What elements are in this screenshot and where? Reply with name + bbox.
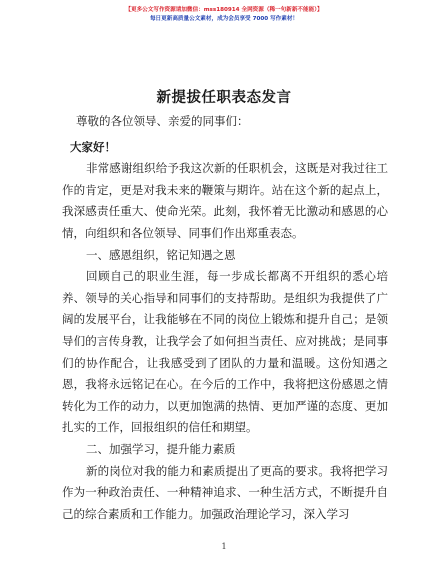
document-title: 新提拔任职表态发言 — [156, 89, 292, 106]
greeting: 大家好！ — [70, 139, 116, 154]
document-body — [62, 111, 388, 525]
paragraph-section-1: 回顾自己的职业生涯，每一步成长都离不开组织的悉心培养、领导的关心指导和同事们的支持帮助。是组织为我提供了广阔的发展平台，让我能够在不同的岗位上锻炼和提升自己；是领导们的言传身教，让我学会了如何担当责任、应对挑战；是同事们的协作配合，让我感受到了团队的力量和温暖。这份知遇之恩，我将永远铭记在心。在今后的工作中，我将把这份感恩之情转化为工作的动力，以更加饱满的热情、更加严谨的态度、更加扎实的工作，回报组织的信任和期望。 — [62, 269, 388, 435]
salutation: 尊敬的各位领导、亲爱的同事们： — [76, 114, 249, 128]
section-heading-2: 二、加强学习，提升能力素质 — [86, 441, 236, 456]
paragraph-intro: 非常感谢组织给予我这次新的任职机会，这既是对我过往工作的肯定，更是对我未来的鞭策与期许。站在这个新的起点上，我深感责任重大、使命光荣。此刻，我怀着无比激动和感恩的心情，向组织和各位领导、同事们作出郑重表态。 — [62, 161, 388, 240]
paragraph-section-2: 新的岗位对我的能力和素质提出了更高的要求。我将把学习作为一种政治责任、一种精神追求、一种生活方式，不断提升自己的综合素质和工作能力。加强政治理论学习，深入学习 — [62, 463, 388, 521]
promo-banner — [0, 6, 448, 24]
promo-banner-line-2: 每日更新高质量公文素材，成为会员享受 7000 写作素材！ — [149, 16, 299, 22]
section-heading-1: 一、感恩组织，铭记知遇之恩 — [86, 247, 236, 262]
page-number: 1 — [221, 542, 227, 551]
promo-banner-line-1: 【更多公文写作资源请加微信：mss180914 全网资源（稀一句新新不能能）】 — [125, 7, 323, 13]
